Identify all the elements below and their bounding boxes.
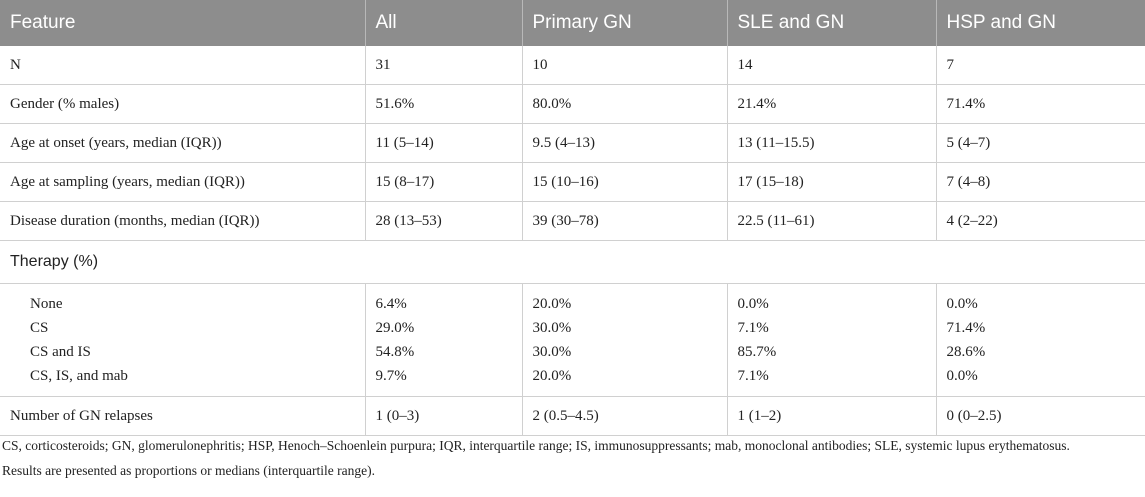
header-primary-gn: Primary GN [522,0,727,46]
table-row [0,364,1145,397]
cell-sle-gn: 14 [727,46,936,85]
cell-all: 51.6% [365,85,522,124]
cell-sle-gn: 13 (11–15.5) [727,124,936,163]
cell-hsp-gn: 0.0% [936,364,1145,397]
row-label: None [0,284,365,317]
row-label: Age at onset (years, median (IQR)) [0,124,365,163]
cell-primary-gn: 20.0% [522,364,727,397]
cell-sle-gn: 21.4% [727,85,936,124]
cell-primary-gn: 80.0% [522,85,727,124]
cell-primary-gn: 2 (0.5–4.5) [522,397,727,436]
table-row [0,85,1145,124]
cell-hsp-gn: 7 [936,46,1145,85]
cell-hsp-gn: 71.4% [936,85,1145,124]
cell-all: 29.0% [365,316,522,340]
cell-all: 54.8% [365,340,522,364]
cell-sle-gn: 1 (1–2) [727,397,936,436]
cell-hsp-gn: 4 (2–22) [936,202,1145,241]
cell-all: 6.4% [365,284,522,317]
row-label: CS and IS [0,340,365,364]
cell-all: 31 [365,46,522,85]
cell-primary-gn: 9.5 (4–13) [522,124,727,163]
table-row [0,163,1145,202]
table-row [0,46,1145,85]
cell-hsp-gn: 28.6% [946,343,986,360]
header-all: All [365,0,522,46]
cell-all: 11 (5–14) [365,124,522,163]
cell-primary-gn: 39 (30–78) [522,202,727,241]
section-row-therapy [0,241,1145,284]
results-note: Results are presented as proportions or medians (interquartile range). [2,463,376,478]
cell-hsp-gn: 0.0% [946,295,978,312]
header-sle-gn: SLE and GN [727,0,936,46]
cell-sle-gn: 85.7% [727,340,936,364]
cell-primary-gn: 30.0% [522,316,727,340]
row-label: CS, IS, and mab [0,364,365,397]
cell-sle-gn: 0.0% [727,284,936,317]
table-row [0,284,1145,317]
table-row [0,316,1145,340]
cell-hsp-gn: 7 (4–8) [936,163,1145,202]
cell-all: 9.7% [365,364,522,397]
cell-sle-gn: 22.5 (11–61) [727,202,936,241]
cell-hsp-gn: 0 (0–2.5) [936,397,1145,436]
header-feature: Feature [0,0,365,46]
cell-hsp-gn: 71.4% [946,319,986,336]
cell-hsp-gn: 5 (4–7) [936,124,1145,163]
cell-primary-gn: 30.0% [522,340,727,364]
cell-primary-gn: 10 [522,46,727,85]
abbreviations-note: CS, corticosteroids; GN, glomerulonephritis; HSP, Henoch–Schoenlein purpura; IQR, interquartile range; IS, immunosuppressants; mab, monoclonal antibodies; SLE, systemic lupus erythematosus. [2,438,1070,453]
row-label: N [0,46,365,85]
cell-all: 15 (8–17) [365,163,522,202]
cell-sle-gn: 7.1% [727,316,936,340]
cell-primary-gn: 15 (10–16) [522,163,727,202]
cell-all: 28 (13–53) [365,202,522,241]
header-hsp-gn: HSP and GN [936,0,1145,46]
row-label: Gender (% males) [0,85,365,124]
section-label: Therapy (%) [0,241,1145,284]
row-label: Age at sampling (years, median (IQR)) [0,163,365,202]
table-row [0,124,1145,163]
table-footnotes [0,436,1137,480]
cell-sle-gn: 17 (15–18) [727,163,936,202]
cell-primary-gn: 20.0% [522,284,727,317]
table-row [0,202,1145,241]
header-row [0,0,1145,46]
table-row [0,340,1145,364]
row-label: Disease duration (months, median (IQR)) [0,202,365,241]
cell-all: 1 (0–3) [365,397,522,436]
row-label: CS [0,316,365,340]
table-row [0,397,1145,436]
cell-sle-gn: 7.1% [727,364,936,397]
row-label: Number of GN relapses [0,397,365,436]
